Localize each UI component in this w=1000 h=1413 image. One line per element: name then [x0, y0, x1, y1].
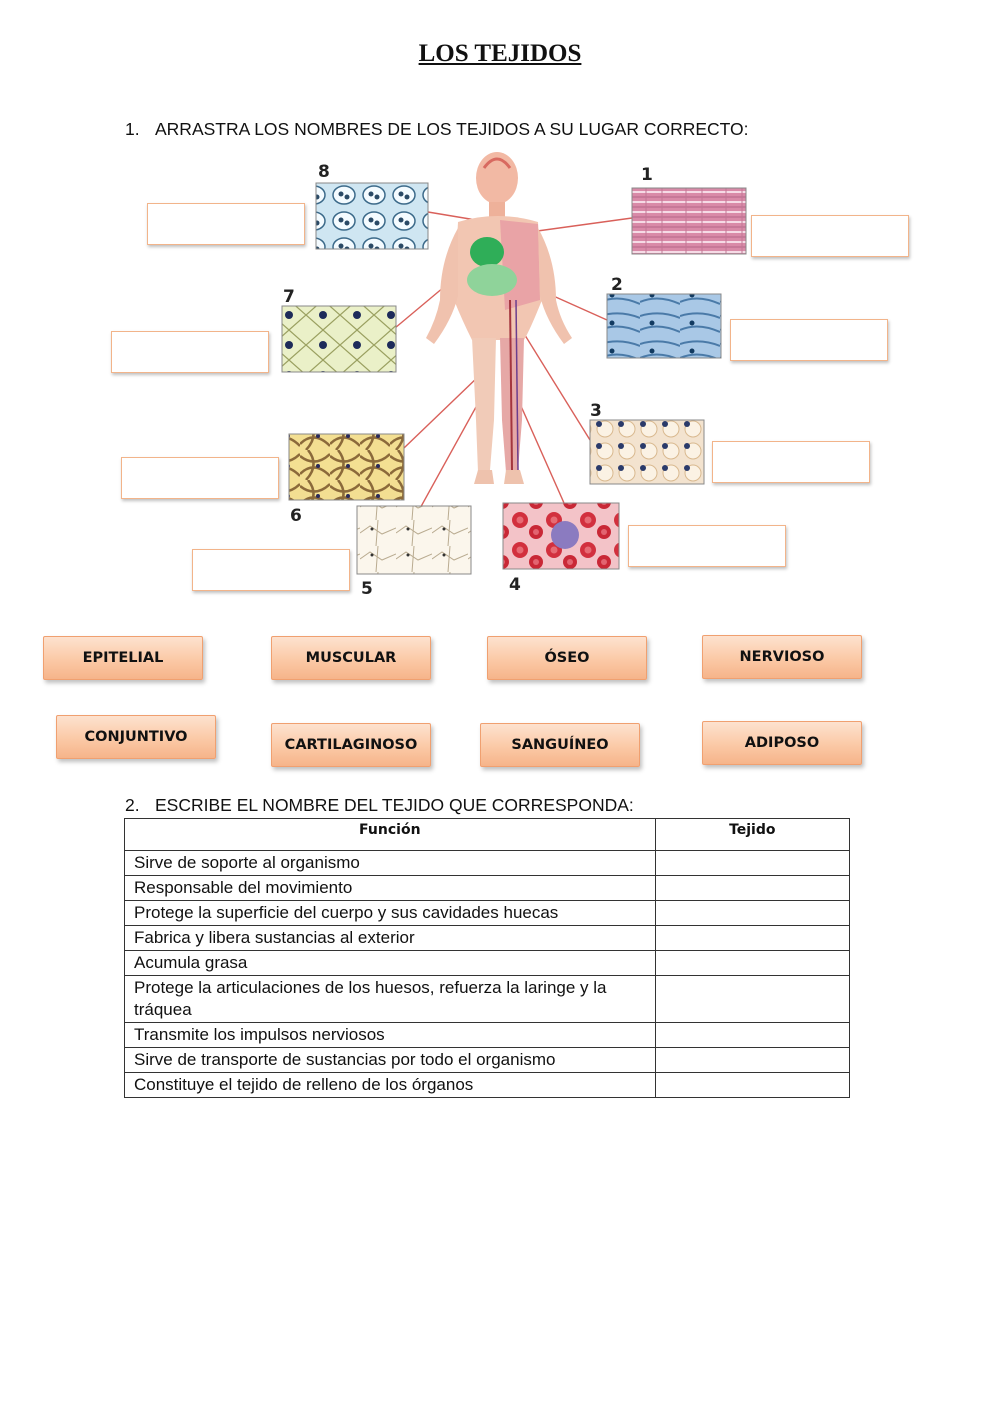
tile-muscular[interactable]: MUSCULAR: [271, 636, 431, 680]
tissue-micrograph-3: [590, 420, 704, 484]
drop-target-5[interactable]: [192, 549, 350, 591]
white-blood-cell: [551, 521, 579, 549]
tissue-number-5: 5: [361, 579, 373, 599]
tissue-number-2: 2: [611, 275, 623, 295]
tissue-number-1: 1: [641, 165, 653, 185]
drop-target-2[interactable]: [730, 319, 888, 361]
tejido-answer-cell[interactable]: [655, 901, 849, 926]
tile-cartilaginoso[interactable]: CARTILAGINOSO: [271, 723, 431, 767]
drop-target-6[interactable]: [121, 457, 279, 499]
question-1-number: 1.: [125, 119, 140, 139]
function-cell: Protege la superficie del cuerpo y sus cavidades huecas: [125, 901, 656, 926]
question-1-text: ARRASTRA LOS NOMBRES DE LOS TEJIDOS A SU LUGAR CORRECTO:: [155, 119, 749, 139]
header-tejido: Tejido: [655, 819, 849, 851]
tejido-answer-cell[interactable]: [655, 876, 849, 901]
drop-target-7[interactable]: [111, 331, 269, 373]
tissue-micrograph-8: [316, 183, 428, 249]
tejido-answer-cell[interactable]: [655, 976, 849, 1023]
function-cell: Acumula grasa: [125, 951, 656, 976]
table-row: [125, 926, 850, 951]
functions-table: [124, 818, 850, 1098]
table-row: [125, 851, 850, 876]
table-row: [125, 976, 850, 1023]
tile-oseo[interactable]: ÓSEO: [487, 636, 647, 680]
tejido-answer-cell[interactable]: [655, 1073, 849, 1098]
drop-target-8[interactable]: [147, 203, 305, 245]
table-row: [125, 1023, 850, 1048]
human-body-illustration: [426, 152, 572, 484]
function-cell: Responsable del movimiento: [125, 876, 656, 901]
table-row: [125, 951, 850, 976]
tissue-number-4: 4: [509, 575, 521, 595]
tissue-number-6: 6: [290, 506, 302, 526]
page-title: LOS TEJIDOS: [418, 40, 582, 67]
tejido-answer-cell[interactable]: [655, 926, 849, 951]
table-header-row: [125, 819, 850, 851]
function-cell: Protege la articulaciones de los huesos, refuerza la laringe y la tráquea: [125, 976, 656, 1023]
tissue-number-7: 7: [283, 287, 295, 307]
tile-adiposo[interactable]: ADIPOSO: [702, 721, 862, 765]
tejido-answer-cell[interactable]: [655, 1048, 849, 1073]
tissue-micrograph-6: [289, 434, 404, 500]
tissue-micrograph-1: [632, 188, 746, 254]
tissue-micrograph-5: [357, 506, 471, 574]
table-row: [125, 1073, 850, 1098]
table-row: [125, 1048, 850, 1073]
function-cell: Fabrica y libera sustancias al exterior: [125, 926, 656, 951]
drop-target-4[interactable]: [628, 525, 786, 567]
tissue-number-3: 3: [590, 401, 602, 421]
tejido-answer-cell[interactable]: [655, 951, 849, 976]
tissue-number-8: 8: [318, 162, 330, 182]
question-2-number: 2.: [125, 795, 140, 815]
function-cell: Sirve de transporte de sustancias por todo el organismo: [125, 1048, 656, 1073]
drop-target-3[interactable]: [712, 441, 870, 483]
tejido-answer-cell[interactable]: [655, 851, 849, 876]
function-cell: Sirve de soporte al organismo: [125, 851, 656, 876]
tissue-micrograph-2: [607, 294, 721, 358]
tejido-answer-cell[interactable]: [655, 1023, 849, 1048]
function-cell: Transmite los impulsos nerviosos: [125, 1023, 656, 1048]
question-2: [125, 795, 634, 816]
tile-conjuntivo[interactable]: CONJUNTIVO: [56, 715, 216, 759]
tile-sanguineo[interactable]: SANGUÍNEO: [480, 723, 640, 767]
function-cell: Constituye el tejido de relleno de los órganos: [125, 1073, 656, 1098]
table-row: [125, 901, 850, 926]
table-row: [125, 876, 850, 901]
tissue-diagram: [0, 0, 1000, 620]
question-2-text: ESCRIBE EL NOMBRE DEL TEJIDO QUE CORRESPONDA:: [155, 795, 634, 815]
tile-epitelial[interactable]: EPITELIAL: [43, 636, 203, 680]
header-funcion: Función: [125, 819, 656, 851]
tile-nervioso[interactable]: NERVIOSO: [702, 635, 862, 679]
drop-target-1[interactable]: [751, 215, 909, 257]
tissue-micrograph-7: [282, 306, 396, 372]
